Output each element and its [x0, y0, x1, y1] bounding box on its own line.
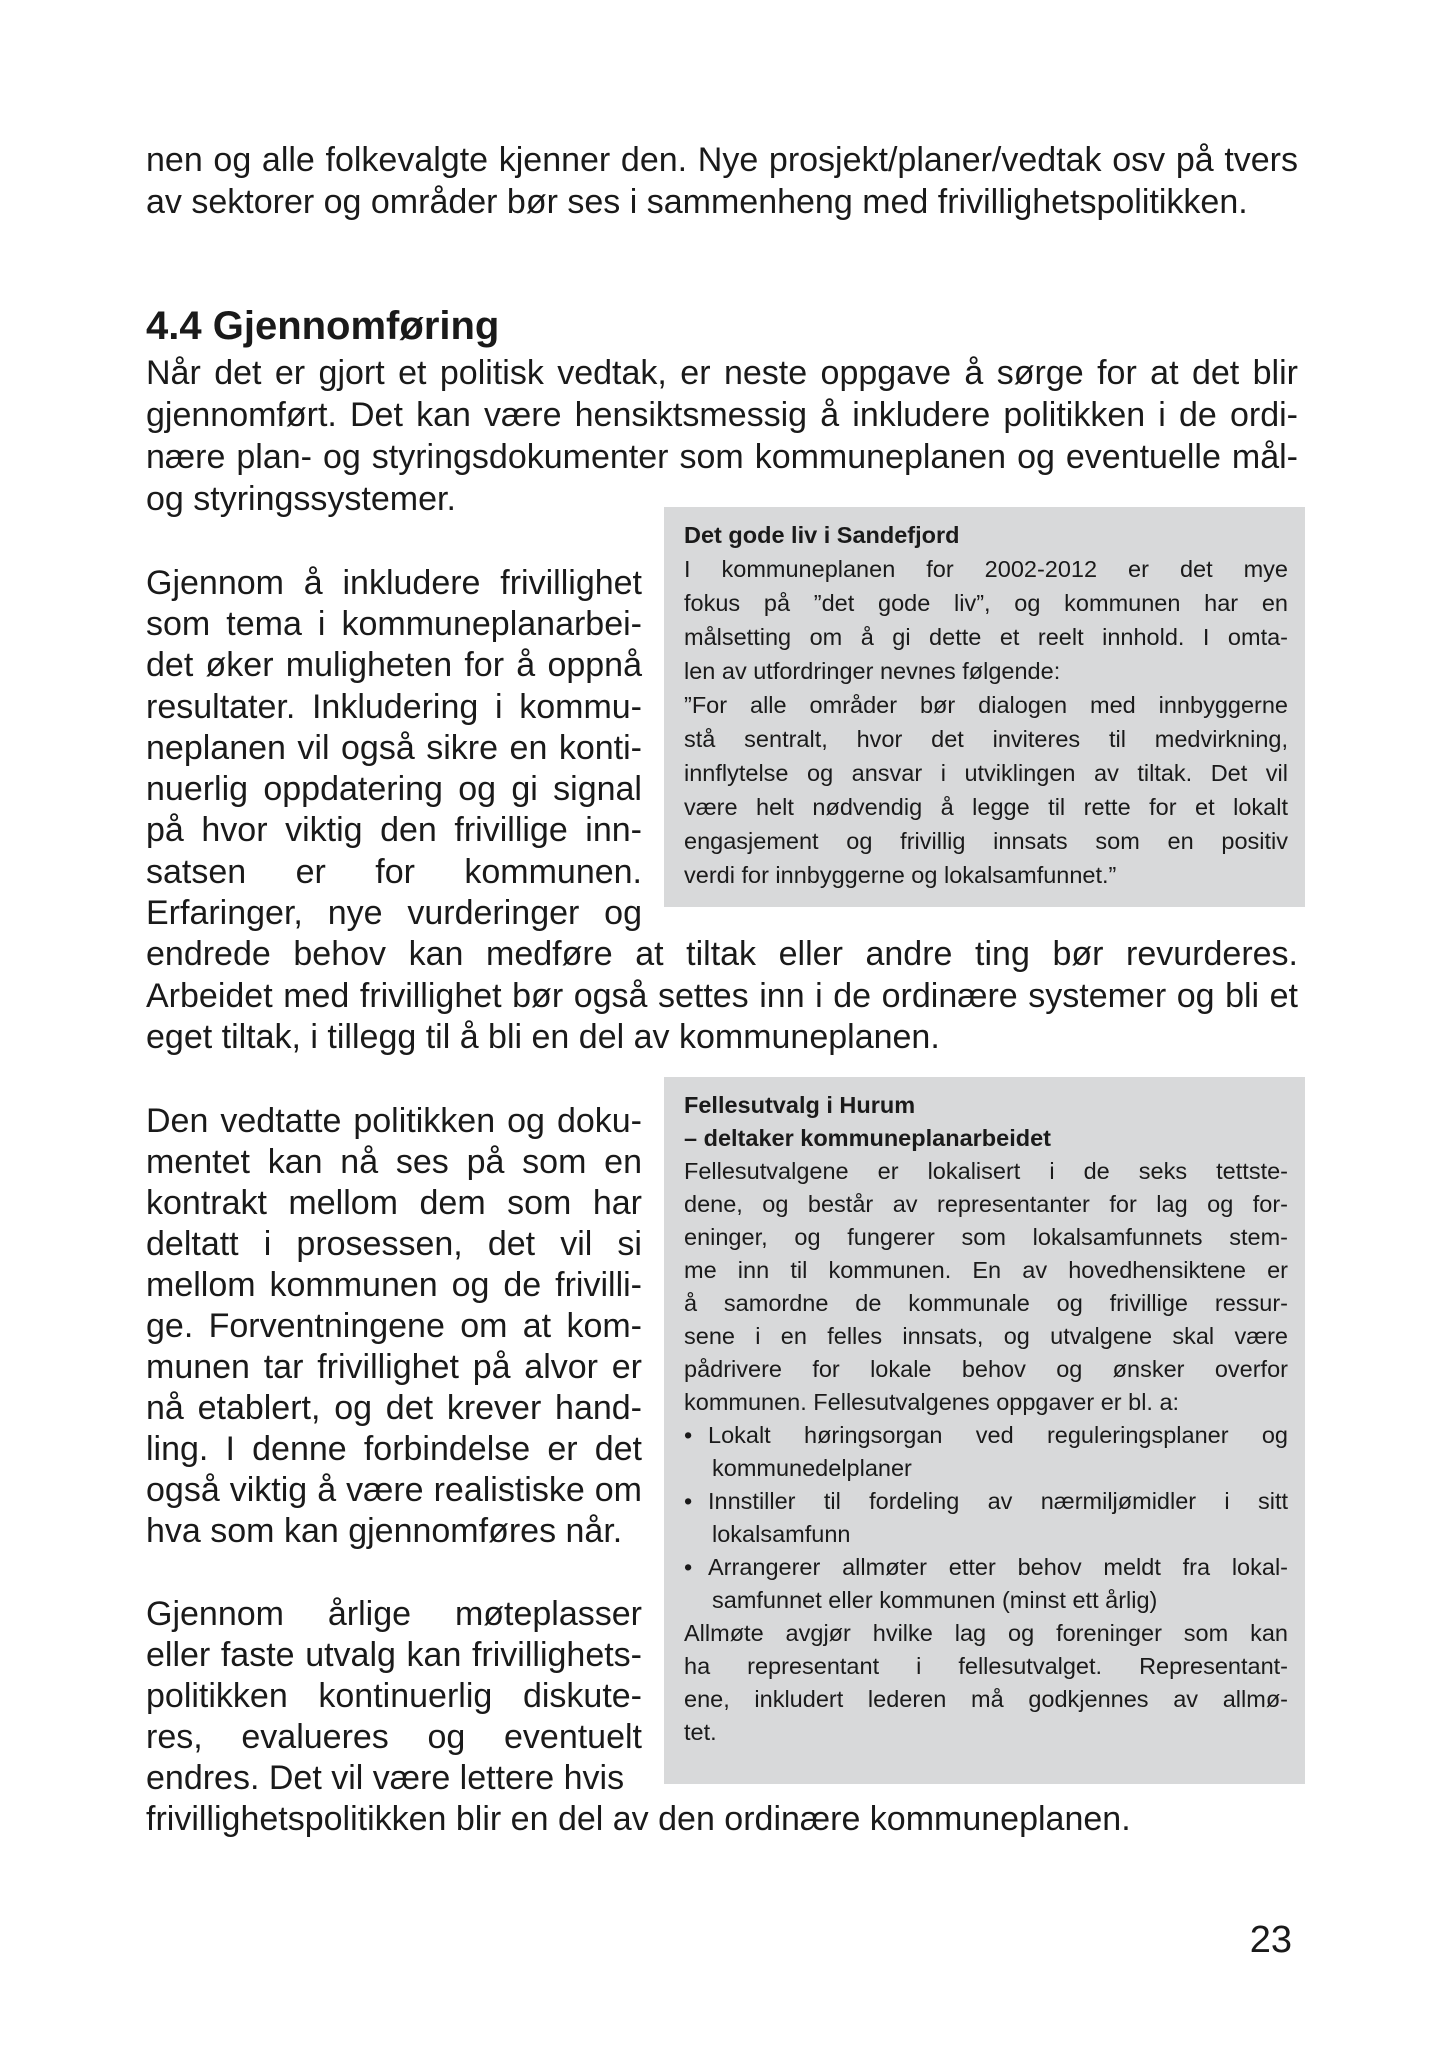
box-line: dene, og består av representanter for lag og for-: [684, 1191, 1288, 1217]
box-line: eninger, og fungerer som lokalsamfunnets stem-: [684, 1224, 1288, 1250]
box-title: – deltaker kommuneplanarbeidet: [684, 1125, 1051, 1151]
text-line: munen tar frivillighet på alvor er: [146, 1348, 642, 1386]
box-line: ha representant i fellesutvalget. Representant-: [684, 1653, 1288, 1679]
text-line: også viktig å være realistiske om: [146, 1471, 642, 1509]
page-number: 23: [1249, 1919, 1292, 1961]
sidebar-box-sandefjord: [664, 507, 1305, 907]
box-line: me inn til kommunen. En av hovedhensiktene er: [684, 1257, 1288, 1283]
text-line: frivillighetspolitikken blir en del av den ordinære kommuneplanen.: [146, 1800, 1131, 1838]
text-line: eller faste utvalg kan frivillighets-: [146, 1636, 642, 1674]
text-line: som tema i kommuneplanarbei-: [146, 605, 642, 643]
text-line: Erfaringer, nye vurderinger og: [146, 894, 642, 932]
box-line: ”For alle områder bør dialogen med innbyggerne: [684, 692, 1288, 718]
box-line: å samordne de kommunale og frivillige ressur-: [684, 1290, 1288, 1316]
text-line: på hvor viktig den frivillige inn-: [146, 811, 642, 849]
text-line: ge. Forventningene om at kom-: [146, 1307, 642, 1345]
text-line: ling. I denne forbindelse er det: [146, 1430, 642, 1468]
text-line: satsen er for kommunen.: [146, 853, 642, 891]
box-line: len av utfordringer nevnes følgende:: [684, 658, 1061, 684]
box-line: engasjement og frivillig innsats som en positiv: [684, 828, 1288, 854]
box-line: innflytelse og ansvar i utviklingen av tiltak. Det vil: [684, 760, 1288, 786]
box-line: Arrangerer allmøter etter behov meldt fra lokal-: [708, 1554, 1288, 1580]
box-line: I kommuneplanen for 2002-2012 er det mye: [684, 556, 1288, 582]
text-line: mentet kan nå ses på som en: [146, 1143, 642, 1181]
sidebar-box-hurum: [664, 1077, 1305, 1784]
text-line: res, evalueres og eventuelt: [146, 1718, 642, 1756]
box-line: være helt nødvendig å legge til rette for et lokalt: [684, 794, 1288, 820]
text-line: nære plan- og styringsdokumenter som kommuneplanen og eventuelle mål-: [146, 438, 1298, 476]
box-line: stå sentralt, hvor det inviteres til medvirkning,: [684, 726, 1288, 752]
text-line: politikken kontinuerlig diskute-: [146, 1677, 642, 1715]
box-line: tet.: [684, 1719, 717, 1745]
box-line: Innstiller til fordeling av nærmiljømidler i sitt: [708, 1488, 1288, 1514]
bullet-icon: •: [684, 1554, 693, 1580]
text-line: nuerlig oppdatering og gi signal: [146, 770, 642, 808]
section-heading: 4.4 Gjennomføring: [146, 304, 500, 348]
text-line: Gjennom årlige møteplasser: [146, 1595, 642, 1633]
text-line: nå etablert, og det krever hand-: [146, 1389, 642, 1427]
text-line: nen og alle folkevalgte kjenner den. Nye prosjekt/planer/vedtak osv på tvers: [146, 141, 1298, 179]
text-line: eget tiltak, i tillegg til å bli en del av kommuneplanen.: [146, 1018, 940, 1056]
text-line: Gjennom å inkludere frivillighet: [146, 564, 642, 602]
box-line: Allmøte avgjør hvilke lag og foreninger som kan: [684, 1620, 1288, 1646]
box-line: ene, inkludert lederen må godkjennes av allmø-: [684, 1686, 1288, 1712]
bullet-icon: •: [684, 1488, 693, 1514]
text-line: Arbeidet med frivillighet bør også settes inn i de ordinære systemer og bli et: [146, 977, 1298, 1015]
text-line: det øker muligheten for å oppnå: [146, 646, 642, 684]
box-line: fokus på ”det gode liv”, og kommunen har en: [684, 590, 1288, 616]
text-line: mellom kommunen og de frivilli-: [146, 1266, 642, 1304]
box-line: lokalsamfunn: [712, 1521, 851, 1547]
text-line: av sektorer og områder bør ses i sammenheng med frivillighetspolitikken.: [146, 183, 1248, 221]
box-line: målsetting om å gi dette et reelt innhold. I omta-: [684, 624, 1288, 650]
box-line: Fellesutvalgene er lokalisert i de seks tettste-: [684, 1158, 1288, 1184]
text-line: deltatt i prosessen, det vil si: [146, 1225, 642, 1263]
text-line: resultater. Inkludering i kommu-: [146, 688, 642, 726]
text-line: gjennomført. Det kan være hensiktsmessig å inkludere politikken i de ordi-: [146, 396, 1298, 434]
box-line: Lokalt høringsorgan ved reguleringsplaner og: [708, 1422, 1288, 1448]
box-title: Fellesutvalg i Hurum: [684, 1092, 916, 1118]
text-line: kontrakt mellom dem som har: [146, 1184, 642, 1222]
box-line: sene i en felles innsats, og utvalgene skal være: [684, 1323, 1288, 1349]
box-line: samfunnet eller kommunen (minst ett årlig): [712, 1587, 1158, 1613]
box-line: verdi for innbyggerne og lokalsamfunnet.”: [684, 862, 1117, 888]
box-line: kommunedelplaner: [712, 1455, 912, 1481]
text-line: Den vedtatte politikken og doku-: [146, 1102, 642, 1140]
box-title: Det gode liv i Sandefjord: [684, 522, 960, 548]
box-line: kommunen. Fellesutvalgenes oppgaver er bl. a:: [684, 1389, 1180, 1415]
text-line: endrede behov kan medføre at tiltak eller andre ting bør revurderes.: [146, 935, 1298, 973]
text-line: Når det er gjort et politisk vedtak, er neste oppgave å sørge for at det blir: [146, 354, 1298, 392]
box-line: pådrivere for lokale behov og ønsker overfor: [684, 1356, 1288, 1382]
text-line: hva som kan gjennomføres når.: [146, 1512, 623, 1550]
text-line: neplanen vil også sikre en konti-: [146, 729, 642, 767]
text-line: endres. Det vil være lettere hvis: [146, 1759, 625, 1797]
bullet-icon: •: [684, 1422, 693, 1448]
text-line: og styringssystemer.: [146, 480, 456, 518]
